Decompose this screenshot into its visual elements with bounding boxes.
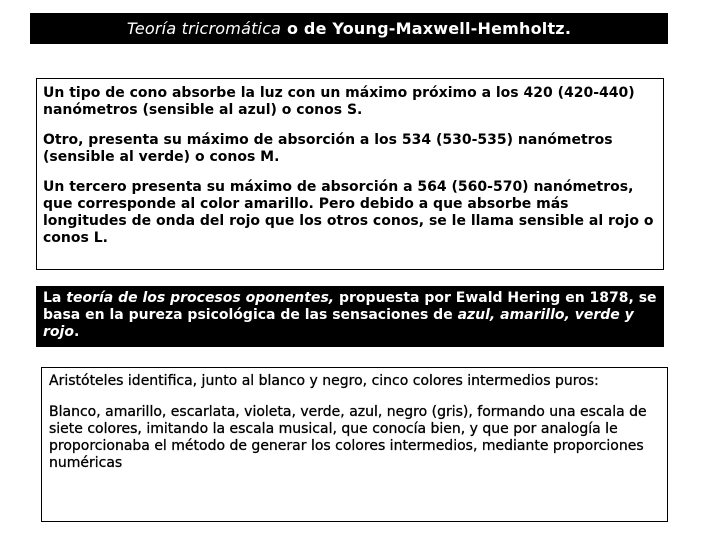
page-title — [30, 13, 668, 44]
opponent-text-2: teoría de los procesos oponentes, — [66, 290, 335, 306]
opponent-text-5: . — [73, 324, 80, 340]
trichromatic-text-box — [36, 78, 664, 270]
page-title-italic: Teoría tricromática — [126, 19, 282, 38]
aristotle-text-box — [41, 367, 668, 522]
opponent-text-3: propuesta por Ewald Hering en 1878, se basa en la pureza psicológica de las sensaciones de — [43, 290, 657, 323]
cone-l-paragraph: Un tercero presenta su máximo de absorción a 564 (560-570) nanómetros, que corresponde al color amarillo. Pero debido a que absorbe más longitudes de onda del rojo que los otros conos, se le llama sensible al rojo o conos L. — [43, 179, 654, 246]
opponent-process-paragraph — [43, 290, 657, 341]
cone-s-paragraph: Un tipo de cono absorbe la luz con un máximo próximo a los 420 (420-440) nanómetros (sensible al azul) o conos S. — [43, 85, 635, 118]
aristotle-intro-paragraph: Aristóteles identifica, junto al blanco y negro, cinco colores intermedios puros: — [49, 373, 599, 389]
cone-m-paragraph: Otro, presenta su máximo de absorción a los 534 (530-535) nanómetros (sensible al verde) o conos M. — [43, 132, 613, 165]
aristotle-colors-paragraph: Blanco, amarillo, escarlata, violeta, verde, azul, negro (gris), formando una escala de siete colores, imitando la escala musical, que conocía bien, y que por analogía le proporcionaba el método de generar los colores intermedios, mediante proporciones numéricas — [49, 404, 647, 471]
opponent-text-1: La — [43, 290, 67, 306]
opponent-text-4: azul, amarillo, verde y rojo — [43, 307, 634, 340]
page-title-rest: o de Young-Maxwell-Hemholtz. — [281, 19, 572, 38]
opponent-process-box — [36, 286, 664, 347]
